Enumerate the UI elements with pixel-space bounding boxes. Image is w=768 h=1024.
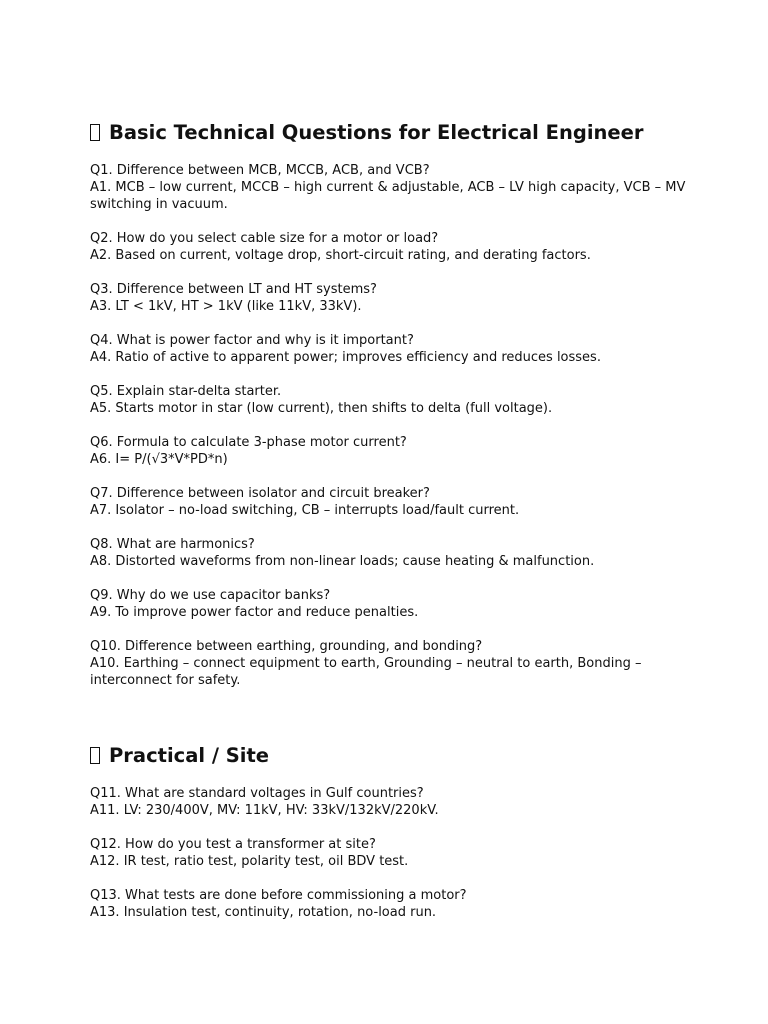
qa-item <box>90 785 467 819</box>
answer: A9. To improve power factor and reduce penalties. <box>90 605 419 620</box>
missing-glyph-icon <box>90 747 100 764</box>
answer: A3. LT < 1kV, HT > 1kV (like 11kV, 33kV). <box>90 299 362 314</box>
answer: A10. Earthing – connect equipment to earth, Grounding – neutral to earth, Bonding – interconnect for safety. <box>90 656 642 688</box>
question: Q10. Difference between earthing, grounding, and bonding? <box>90 639 483 654</box>
question: Q8. What are harmonics? <box>90 537 255 552</box>
qa-item <box>90 485 690 519</box>
answer: A11. LV: 230/400V, MV: 11kV, HV: 33kV/132kV/220kV. <box>90 803 439 818</box>
qa-item <box>90 230 690 264</box>
qa-item <box>90 836 467 870</box>
question: Q4. What is power factor and why is it important? <box>90 333 414 348</box>
question: Q6. Formula to calculate 3-phase motor current? <box>90 435 407 450</box>
qa-item <box>90 281 690 315</box>
qa-list <box>90 162 690 689</box>
qa-item <box>90 162 690 213</box>
qa-item <box>90 638 690 689</box>
section-heading-text: Basic Technical Questions for Electrical Engineer <box>109 121 644 144</box>
missing-glyph-icon <box>90 124 100 141</box>
qa-item <box>90 887 467 921</box>
answer: A12. IR test, ratio test, polarity test, oil BDV test. <box>90 854 409 869</box>
qa-item <box>90 332 690 366</box>
qa-item <box>90 587 690 621</box>
qa-item <box>90 383 690 417</box>
answer: A6. I= P/(√3*V*PD*n) <box>90 452 228 467</box>
answer: A7. Isolator – no-load switching, CB – interrupts load/fault current. <box>90 503 520 518</box>
question: Q1. Difference between MCB, MCCB, ACB, and VCB? <box>90 163 430 178</box>
section-heading-text: Practical / Site <box>109 744 270 767</box>
question: Q5. Explain star-delta starter. <box>90 384 282 399</box>
answer: A4. Ratio of active to apparent power; improves efficiency and reduces losses. <box>90 350 601 365</box>
question: Q13. What tests are done before commissioning a motor? <box>90 888 467 903</box>
qa-item <box>90 536 690 570</box>
question: Q12. How do you test a transformer at site? <box>90 837 376 852</box>
question: Q3. Difference between LT and HT systems? <box>90 282 377 297</box>
question: Q11. What are standard voltages in Gulf countries? <box>90 786 424 801</box>
question: Q7. Difference between isolator and circuit breaker? <box>90 486 430 501</box>
answer: A5. Starts motor in star (low current), then shifts to delta (full voltage). <box>90 401 553 416</box>
section-heading <box>90 120 643 146</box>
qa-list <box>90 785 467 921</box>
answer: A13. Insulation test, continuity, rotation, no-load run. <box>90 905 437 920</box>
question: Q9. Why do we use capacitor banks? <box>90 588 331 603</box>
answer: A1. MCB – low current, MCCB – high current & adjustable, ACB – LV high capacity, VCB – MV switching in vacuum. <box>90 180 686 212</box>
qa-item <box>90 434 690 468</box>
answer: A8. Distorted waveforms from non-linear loads; cause heating & malfunction. <box>90 554 595 569</box>
section-heading <box>90 743 269 769</box>
question: Q2. How do you select cable size for a motor or load? <box>90 231 439 246</box>
answer: A2. Based on current, voltage drop, short-circuit rating, and derating factors. <box>90 248 591 263</box>
